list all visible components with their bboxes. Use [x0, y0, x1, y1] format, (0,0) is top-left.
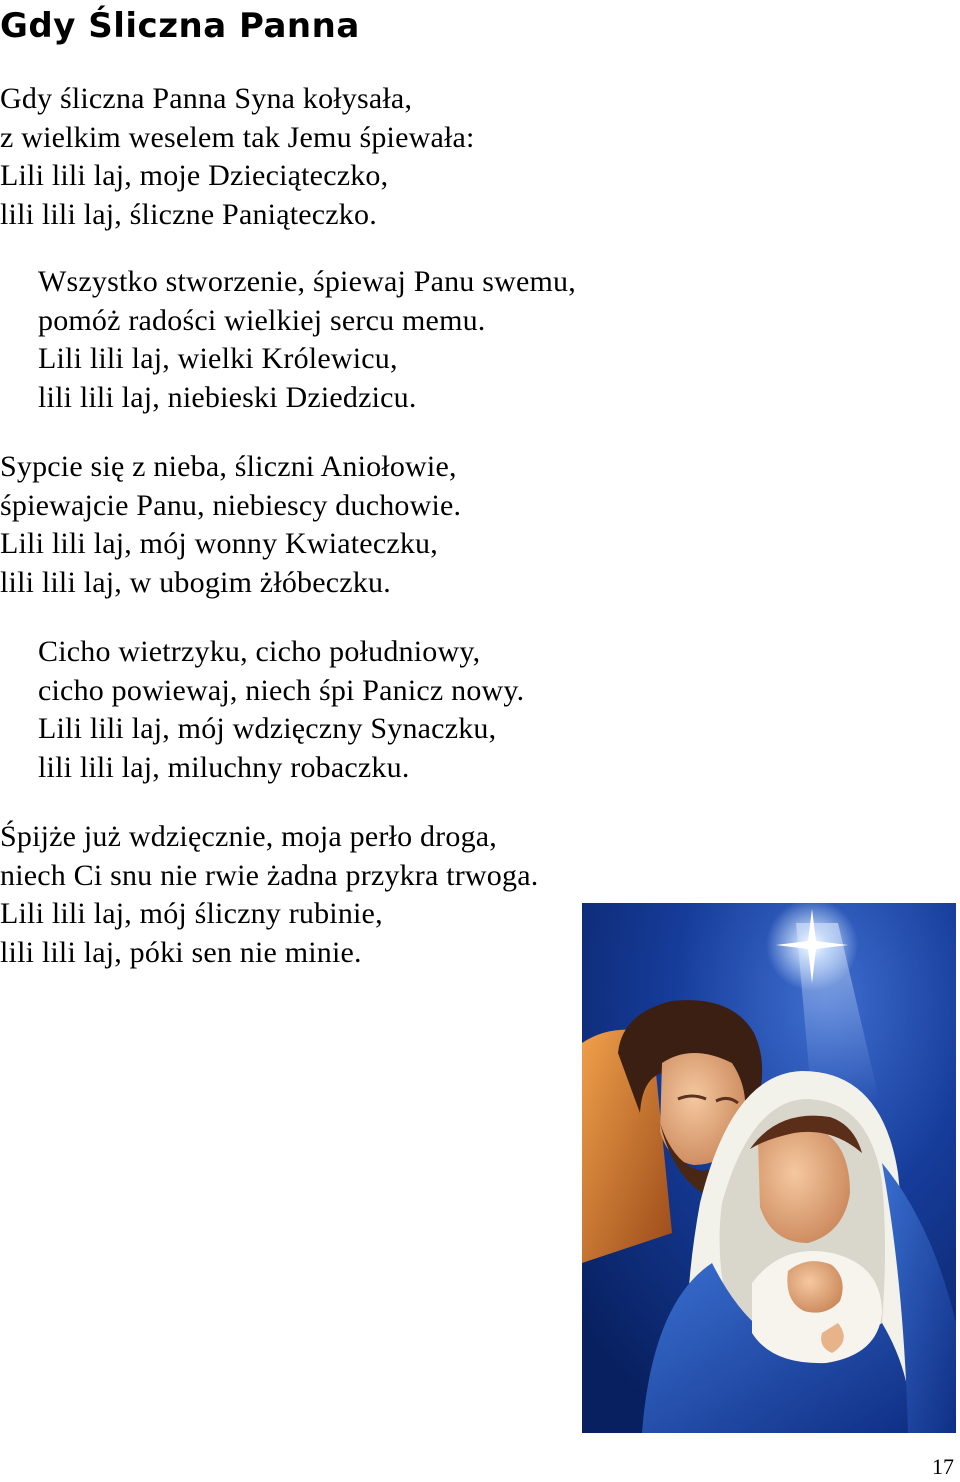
stanza-3 [0, 448, 461, 602]
stanza-line: Sypcie się z nieba, śliczni Aniołowie, [0, 450, 457, 483]
stanza-line: lili lili laj, śliczne Paniąteczko. [0, 197, 377, 231]
page-number: 17 [932, 1454, 954, 1479]
stanza-line: z wielkim weselem tak Jemu śpiewała: [0, 120, 475, 154]
stanza-line: Lili lili laj, mój śliczny rubinie, [0, 897, 383, 930]
stanza-1 [0, 80, 475, 234]
nativity-holy-family-icon [582, 903, 956, 1433]
stanza-line: Cicho wietrzyku, cicho południowy, [38, 635, 481, 668]
stanza-line: śpiewajcie Panu, niebiescy duchowie. [0, 488, 462, 522]
stanza-line: niech Ci snu nie rwie żadna przykra trwoga. [0, 858, 539, 892]
stanza-line: Lili lili laj, moje Dzieciąteczko, [0, 159, 389, 192]
stanza-5 [0, 818, 538, 972]
stanza-line: lili lili laj, niebieski Dziedzicu. [38, 380, 417, 414]
stanza-4 [38, 633, 524, 787]
stanza-line: Lili lili laj, wielki Królewicu, [38, 342, 398, 375]
nativity-illustration [582, 903, 956, 1433]
stanza-2 [38, 263, 576, 417]
stanza-line: Lili lili laj, mój wonny Kwiateczku, [0, 527, 438, 560]
page-title: Gdy Śliczna Panna [0, 6, 360, 46]
stanza-line: pomóż radości wielkiej sercu memu. [38, 303, 486, 337]
stanza-line: Gdy śliczna Panna Syna kołysała, [0, 82, 413, 115]
infant-jesus-figure [752, 1251, 882, 1363]
stanza-line: lili lili laj, póki sen nie minie. [0, 935, 362, 969]
stanza-line: Wszystko stworzenie, śpiewaj Panu swemu, [38, 265, 576, 298]
stanza-line: Lili lili laj, mój wdzięczny Synaczku, [38, 712, 497, 745]
stanza-line: lili lili laj, w ubogim żłóbeczku. [0, 565, 391, 599]
stanza-line: cicho powiewaj, niech śpi Panicz nowy. [38, 673, 525, 707]
stanza-line: lili lili laj, miluchny robaczku. [38, 750, 410, 784]
stanza-line: Śpijże już wdzięcznie, moja perło droga, [0, 820, 497, 853]
